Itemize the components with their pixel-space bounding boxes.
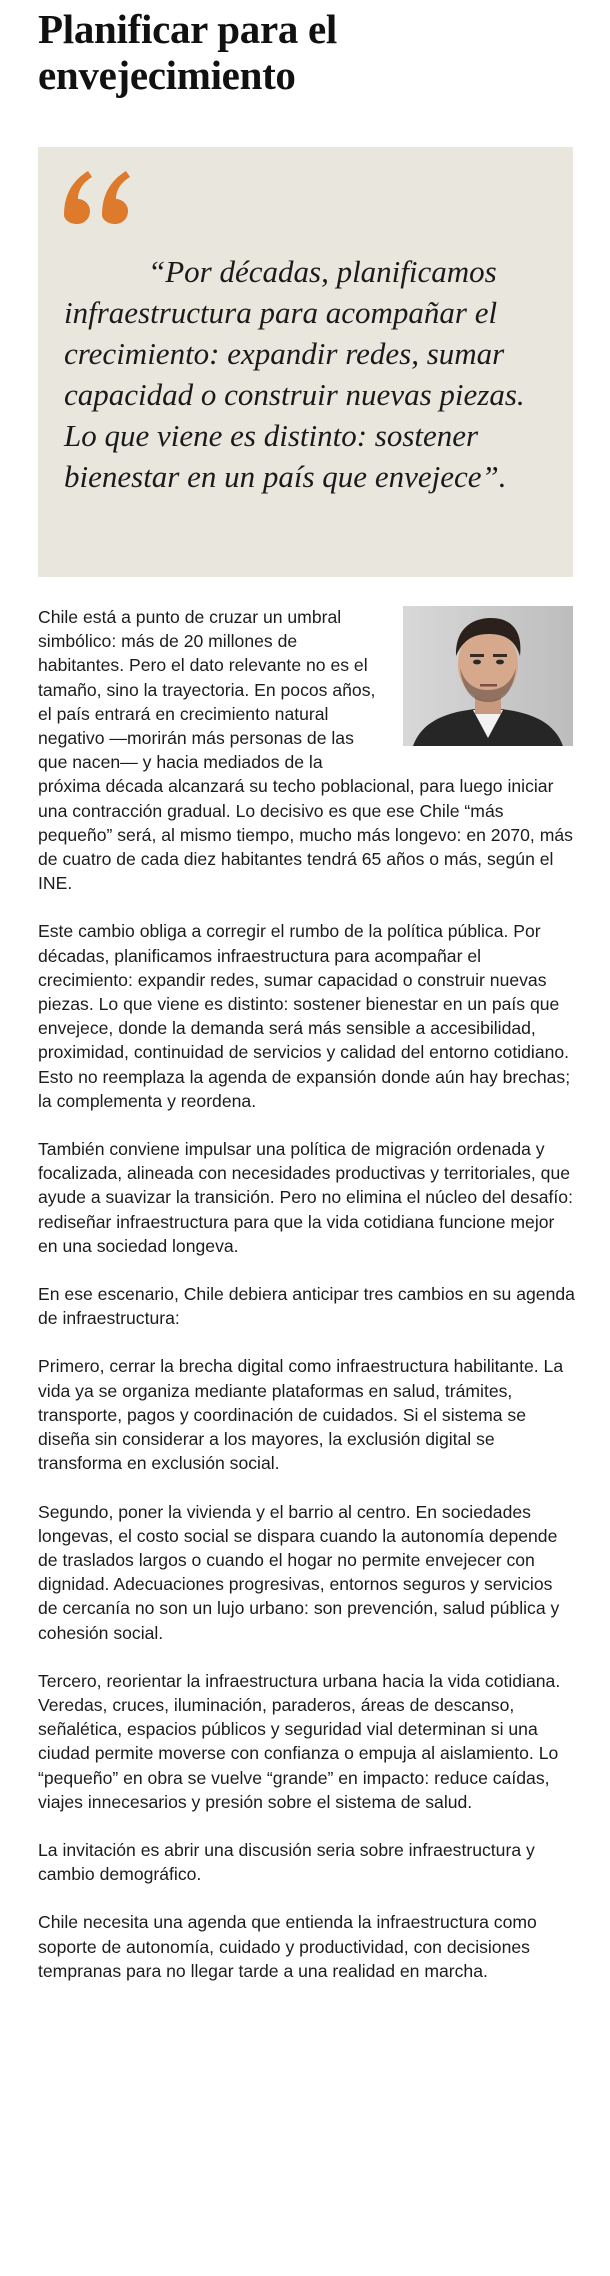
opening-quote-icon (54, 149, 144, 239)
paragraph: Primero, cerrar la brecha digital como infraestructura habilitante. La vida ya se organiza mediante plataformas en salud, trámites, transporte, pagos y coordinación de cuidados. Si el sistema se diseña sin considerar a los mayores, la exclusión digital se transforma en exclusión social. (38, 1356, 564, 1474)
paragraph: Segundo, poner la vivienda y el barrio al centro. En sociedades longevas, el costo social se dispara cuando la autonomía depende de traslados largos o cuando el hogar no permite envejecer con dignidad. Adecuaciones progresivas, entornos seguros y servicios de cercanía no son un lujo urbano: son prevención, salud pública y cohesión social. (38, 1501, 560, 1643)
photo-spacer (388, 605, 576, 757)
pull-quote-text: “Por décadas, planificamos infraestructura para acompañar el crecimiento: expandir redes, sumar capacidad o construir nuevas piezas. Lo que viene es distinto: sostener bienestar en un país que envejece”. (64, 254, 525, 494)
paragraph: En ese escenario, Chile debiera anticipar tres cambios en su agenda de infraestructura: (38, 1284, 575, 1329)
article-headline: Planificar para el envejecimiento (38, 6, 338, 98)
paragraph: Tercero, reorientar la infraestructura urbana hacia la vida cotidiana. Veredas, cruces, iluminación, paraderos, áreas de descanso, señalética, espacios públicos y seguridad vial determinan si una ciudad permite moverse con confianza o empuja al aislamiento. Lo “pequeño” en obra se vuelve “grande” en impacto: reduce caídas, viajes innecesarios y presión sobre el sistema de salud. (38, 1670, 561, 1812)
paragraph: La invitación es abrir una discusión seria sobre infraestructura y cambio demográfico. (38, 1839, 535, 1885)
paragraph: Chile necesita una agenda que entienda la infraestructura como soporte de autonomía, cuidado y productividad, con decisiones tempranas para no llegar tarde a una realidad en marcha. (38, 1912, 537, 1981)
paragraph: Chile está a punto de cruzar un umbral simbólico: más de 20 millones de habitantes. Pero el dato relevante no es el tamaño, sino la trayectoria. En pocos años, el país entrará en crecimiento natural negativo —morirán más personas de las que nacen— y hacia mediados de la próxima década alcanzará su techo poblacional, para luego iniciar una contracción gradual. Lo decisivo es que ese Chile “más pequeño” será, al mismo tiempo, mucho más longevo: en 2070, más de cuatro de cada diez habitantes tendrá 65 años o más, según el INE. (38, 607, 573, 894)
pull-quote-box (38, 147, 573, 577)
paragraph: Este cambio obliga a corregir el rumbo de la política pública. Por décadas, planificamos infraestructura para acompañar el crecimiento: expandir redes, sumar capacidad o construir nuevas piezas. Lo que viene es distinto: sostener bienestar en un país que envejece, donde la demanda será más sensible a accesibilidad, proximidad, continuidad de servicios y calidad del entorno cotidiano. Esto no reemplaza la agenda de expansión donde aún hay brechas; la complementa y reordena. (38, 921, 571, 1111)
article-body (38, 605, 576, 2007)
paragraph: También conviene impulsar una política de migración ordenada y focalizada, alineada con necesidades productivas y territoriales, que ayude a suavizar la transición. Pero no elimina el núcleo del desafío: rediseñar infraestructura para que la vida cotidiana funcione mejor en una sociedad longeva. (38, 1139, 573, 1256)
